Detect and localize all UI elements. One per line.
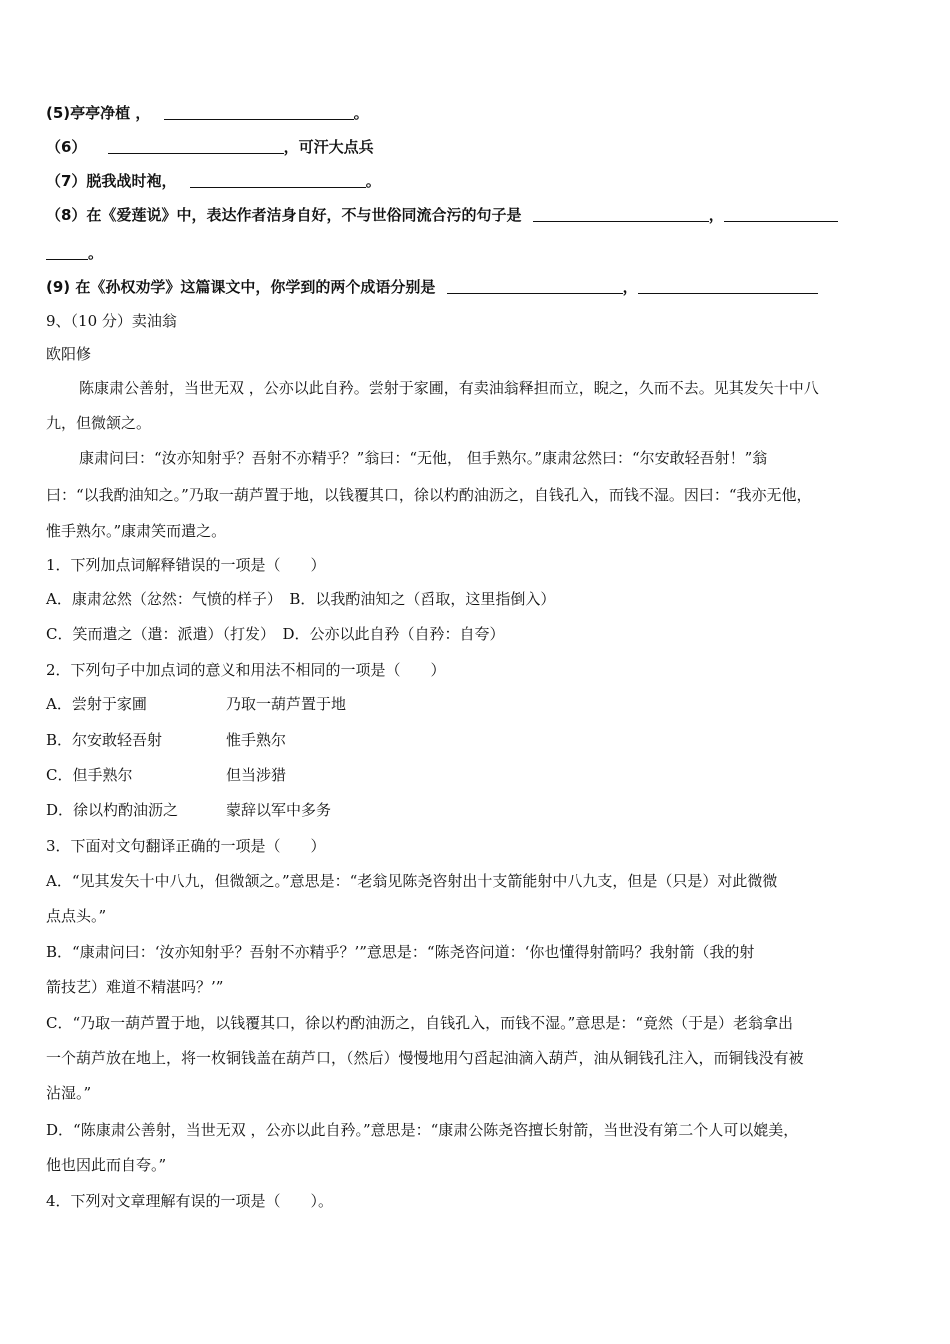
- question-8: [46, 205, 838, 225]
- q9-text: (9) 在《孙权劝学》这篇课文中，你学到的两个成语分别是: [46, 278, 436, 296]
- passage-p2-line3: 惟手熟尔。”康肃笑而遣之。: [46, 522, 227, 540]
- q8-text: （8）在《爱莲说》中，表达作者洁身自好，不与世俗同流合污的句子是: [46, 206, 522, 224]
- q6-end: ，可汗大点兵: [283, 138, 374, 156]
- q3-option-a-line2: 点点头。”: [46, 907, 107, 925]
- q7-text: （7）脱我战时袍，: [46, 172, 177, 190]
- passage-p2-line1: 康肃问曰：“汝亦知射乎？吾射不亦精乎？”翁曰：“无他， 但手熟尔。”康肃忿然曰：“尔安敢轻吾射！”翁: [79, 449, 768, 467]
- question-9-fill: [46, 277, 818, 297]
- q3-option-d-line2: 他也因此而自夸。”: [46, 1156, 167, 1174]
- reading-author: 欧阳修: [46, 345, 92, 363]
- q2-option-b: [46, 730, 446, 750]
- q3-option-c-line3: 沾湿。”: [46, 1084, 92, 1102]
- q1-options-ab: A．康肃忿然（忿然：气愤的样子） B．以我酌油知之（舀取，这里指倒入）: [46, 590, 556, 608]
- reading-heading: 9、（10 分）卖油翁: [46, 312, 177, 330]
- q5-end: 。: [353, 104, 369, 122]
- q2-a-left: A．尝射于家圃: [46, 695, 147, 713]
- q4-stem: 4．下列对文章理解有误的一项是（ ）。: [46, 1192, 334, 1210]
- q2-stem: 2．下列句子中加点词的意义和用法不相同的一项是（ ）: [46, 661, 446, 679]
- q2-b-left: B．尔安敢轻吾射: [46, 731, 163, 749]
- passage-p2-line2: 曰：“以我酌油知之。”乃取一葫芦置于地，以钱覆其口，徐以杓酌油沥之，自钱孔入，而钱不湿。因曰：“我亦无他，: [46, 486, 812, 504]
- q2-option-c: [46, 765, 446, 785]
- question-8-cont: [46, 243, 103, 263]
- passage-p1-line1: 陈康肃公善射，当世无双 ，公亦以此自矜。尝射于家圃，有卖油翁释担而立，睨之，久而不去。见其发矢十中八: [79, 379, 819, 397]
- q6-blank[interactable]: [108, 138, 284, 154]
- q2-a-right: 乃取一葫芦置于地: [226, 695, 347, 713]
- q8-blank-1[interactable]: [533, 206, 709, 222]
- q6-text: （6）: [46, 138, 87, 156]
- q2-option-a: [46, 694, 446, 714]
- q9-blank-2[interactable]: [638, 278, 818, 294]
- q3-option-b-line2: 箭技艺）难道不精湛吗？’”: [46, 978, 224, 996]
- q8-end: 。: [88, 244, 104, 262]
- q7-blank[interactable]: [190, 172, 366, 188]
- q1-options-cd: C．笑而遣之（遣：派遣）（打发） D．公亦以此自矜（自矜：自夸）: [46, 625, 505, 643]
- passage-p1-line2: 九，但微颔之。: [46, 414, 152, 432]
- q3-option-a-line1: A．“见其发矢十中八九，但微颔之。”意思是：“老翁见陈尧咨射出十支箭能射中八九支，但是（只是）对此微微: [46, 872, 778, 890]
- q8-sep: ，: [708, 206, 724, 224]
- q2-d-left: D．徐以杓酌油沥之: [46, 801, 179, 819]
- q7-end: 。: [365, 172, 381, 190]
- question-5: [46, 103, 369, 123]
- q2-d-right: 蒙辞以军中多务: [226, 801, 332, 819]
- q3-option-d-line1: D．“陈康肃公善射，当世无双 ，公亦以此自矜。”意思是：“康肃公陈尧咨擅长射箭，当世没有第二个人可以媲美，: [46, 1121, 799, 1139]
- q2-b-right: 惟手熟尔: [226, 731, 287, 749]
- q5-blank[interactable]: [164, 104, 354, 120]
- q9-blank-1[interactable]: [447, 278, 623, 294]
- question-7: [46, 171, 381, 191]
- question-6: [46, 137, 374, 157]
- q3-stem: 3．下面对文句翻译正确的一项是（ ）: [46, 837, 326, 855]
- q2-c-right: 但当涉猎: [226, 766, 287, 784]
- q8-blank-2[interactable]: [724, 206, 838, 222]
- q8-blank-2-cont[interactable]: [46, 244, 88, 260]
- q2-c-left: C．但手熟尔: [46, 766, 133, 784]
- q3-option-c-line1: C．“乃取一葫芦置于地，以钱覆其口，徐以杓酌油沥之，自钱孔入，而钱不湿。”意思是：“竟然（于是）老翁拿出: [46, 1014, 793, 1032]
- q3-option-c-line2: 一个葫芦放在地上，将一枚铜钱盖在葫芦口，（然后）慢慢地用勺舀起油滴入葫芦，油从铜钱孔注入，而铜钱没有被: [46, 1049, 804, 1067]
- q1-stem: 1．下列加点词解释错误的一项是（ ）: [46, 556, 326, 574]
- q5-text: (5)亭亭净植 ，: [46, 104, 151, 122]
- q9-sep: ，: [622, 278, 638, 296]
- q2-option-d: [46, 800, 446, 820]
- q3-option-b-line1: B．“康肃问曰：‘汝亦知射乎？吾射不亦精乎？’”意思是：“陈尧咨问道：‘你也懂得射箭吗？我射箭（我的射: [46, 943, 755, 961]
